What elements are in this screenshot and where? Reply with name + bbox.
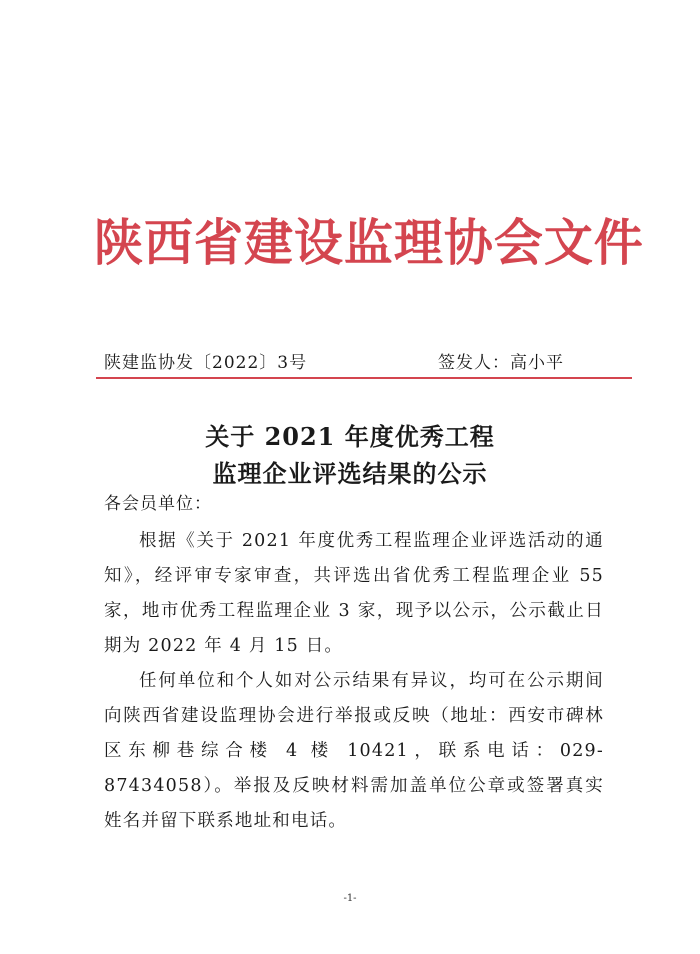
body-paragraph-1: 根据《关于 2021 年度优秀工程监理企业评选活动的通知》，经评审专家审查，共评选出省优秀工程监理企业 55 家，地市优秀工程监理企业 3 家，现予以公示，公示截止日期为 2022 年 4 月 15 日。	[104, 531, 604, 656]
notice-title-line-2: 监理企业评选结果的公示	[212, 459, 488, 488]
document-number: 陕建监协发〔2022〕3号	[104, 353, 308, 373]
signer: 签发人：高小平	[438, 353, 564, 373]
org-document-header: 陕西省建设监理协会文件	[94, 214, 644, 272]
page-number: -1-	[343, 893, 357, 904]
salutation: 各会员单位：	[104, 494, 212, 514]
notice-title-line-1: 关于 2021 年度优秀工程	[205, 422, 495, 451]
body-paragraph-2: 任何单位和个人如对公示结果有异议，均可在公示期间向陕西省建设监理协会进行举报或反映（地址：西安市碑林区东柳巷综合楼 4 楼 10421，联系电话：029-87434058）。举报及反映材料需加盖单位公章或签署真实姓名并留下联系地址和电话。	[104, 671, 604, 831]
red-divider-line	[96, 377, 632, 379]
